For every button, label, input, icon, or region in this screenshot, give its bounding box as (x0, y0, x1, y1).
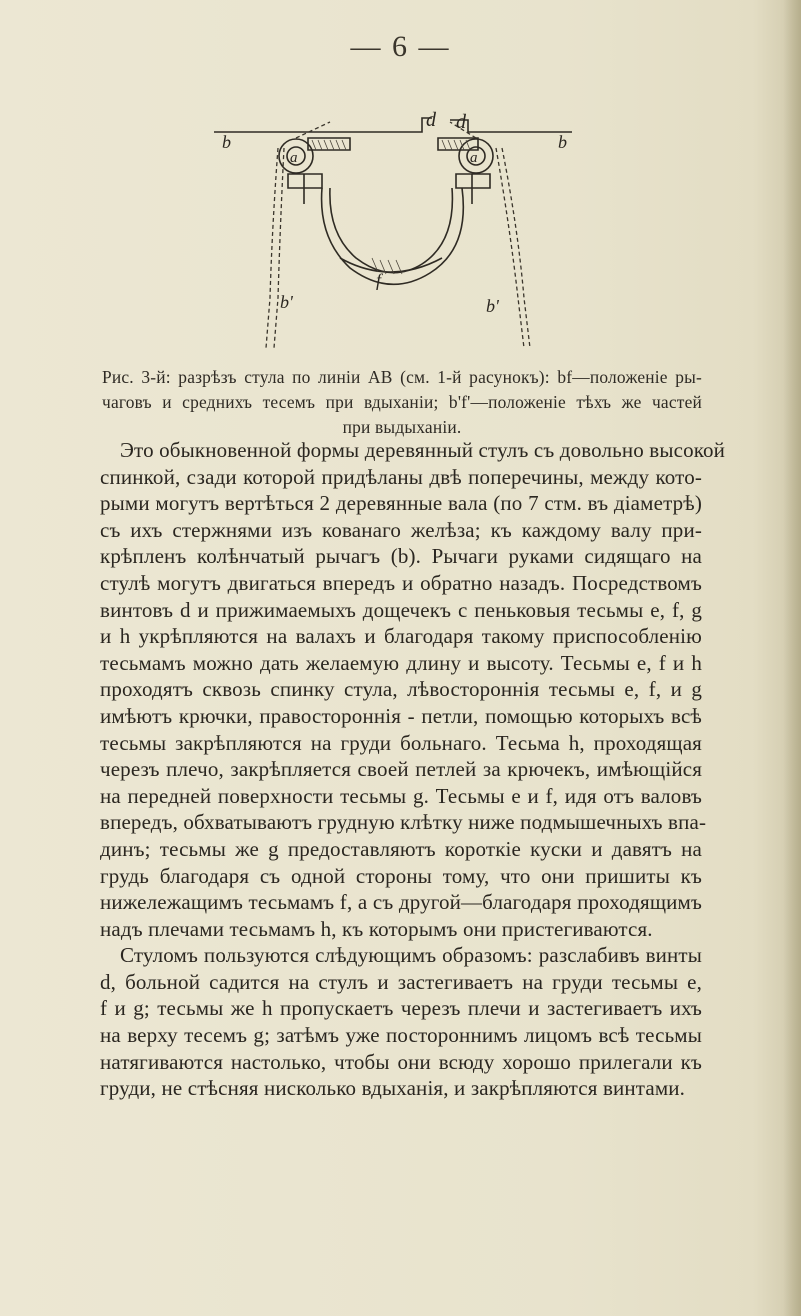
text-line: d, больной садится на стулъ и застегиваетъ на груди тесьмы е, (100, 969, 702, 994)
text-line: Это обыкновенной формы деревянный стулъ съ довольно высокой (120, 438, 726, 462)
text-line: рыми могутъ вертѣться 2 деревянные вала (по 7 стм. въ діаметрѣ) (100, 491, 702, 516)
text-line: впередъ, обхватываютъ грудную клѣтку ниже подмышечныхъ впа- (100, 810, 707, 835)
fig-label-b-prime-right: b' (486, 296, 499, 316)
caption-line: чаговъ и среднихъ тесемъ при вдыханіи; b'f'—положеніе тѣхъ же частей (102, 392, 702, 412)
caption-line: Рис. 3-й: разрѣзъ стула по линіи АВ (см. 1-й расунокъ): bf—положеніе ры- (102, 367, 702, 387)
paragraph-1 (100, 437, 726, 942)
chair-section-drawing (200, 108, 590, 356)
fig-label-f: f (376, 270, 382, 290)
page-edge-shadow (783, 0, 801, 1316)
text-line: винтовъ d и прижимаемыхъ дощечекъ с пеньковыя тесьмы е, f, g (100, 597, 702, 622)
text-line: на передней поверхности тесьмы g. Тесьмы е и f, идя отъ валовъ (100, 783, 702, 808)
fig-label-d-left: d (426, 109, 436, 131)
text-line: проходятъ сквозь спинку стула, лѣвостороннія тесьмы е, f, и g (100, 677, 702, 702)
text-line: нижележащимъ тесьмамъ f, а съ другой—благодаря проходящимъ (100, 890, 702, 915)
fig-label-b-prime-left: b' (280, 292, 293, 312)
text-line: динъ; тесьмы же g предоставляютъ короткіе куски и давятъ на (100, 836, 702, 861)
text-line: натягиваются настолько, чтобы они всюду хорошо прилегали къ (100, 1049, 702, 1074)
figure-chair-section (200, 108, 590, 356)
fig-label-a-left: a (290, 150, 298, 166)
text-line: на верху тесемъ g; затѣмъ уже постороннимъ лицомъ всѣ тесьмы (100, 1023, 702, 1048)
fig-label-b-right: b (558, 132, 567, 152)
text-line: тесьмы закрѣпляются на груди больнаго. Тесьма h, проходящая (100, 730, 702, 755)
text-line: и h укрѣпляются на валахъ и благодаря такому приспособленію (100, 624, 702, 649)
text-line: съ ихъ стержнями изъ кованаго желѣза; къ каждому валу при- (100, 517, 702, 542)
text-line: крѣпленъ колѣнчатый рычагъ (b). Рычаги руками сидящаго на (100, 544, 702, 569)
text-line: тесьмамъ можно дать желаемую длину и высоту. Тесьмы е, f и h (100, 650, 702, 675)
text-line: черезъ плечо, закрѣпляется своей петлей за крючекъ, имѣющійся (100, 757, 702, 782)
text-line: грудь благодаря съ одной стороны тому, что они пришиты къ (100, 863, 702, 888)
text-line: спинкой, сзади которой придѣланы двѣ поперечины, между кото- (100, 464, 702, 489)
text-line: Стуломъ пользуются слѣдующимъ образомъ: разслабивъ винты (120, 943, 702, 968)
text-line: надъ плечами тесьмамъ h, къ которымъ они пристегиваются. (100, 916, 653, 941)
body-text (100, 437, 726, 1102)
page-number: — 6 — (350, 30, 451, 63)
text-line: имѣютъ крючки, правостороннія - петли, помощью которыхъ всѣ (100, 703, 702, 728)
caption-line: при выдыханіи. (342, 417, 462, 437)
fig-label-b-left: b (222, 132, 231, 152)
lever-right-exhale (502, 148, 530, 348)
text-line: f и g; тесьмы же h пропускаетъ черезъ плечи и застегиваетъ ихъ (100, 996, 702, 1021)
fig-label-d-right: d (456, 111, 466, 133)
text-line: груди, не стѣсняя нисколько вдыханія, и закрѣпляются винтами. (100, 1076, 686, 1101)
fig-label-a-right: a (470, 150, 478, 166)
plate-right (456, 174, 490, 188)
text-line: стулѣ могутъ двигаться впередъ и обратно назадъ. Посредствомъ (100, 570, 702, 595)
plate-left (288, 174, 322, 188)
paragraph-2 (100, 942, 702, 1102)
top-rod-right (450, 120, 572, 132)
figure-caption (102, 365, 702, 440)
